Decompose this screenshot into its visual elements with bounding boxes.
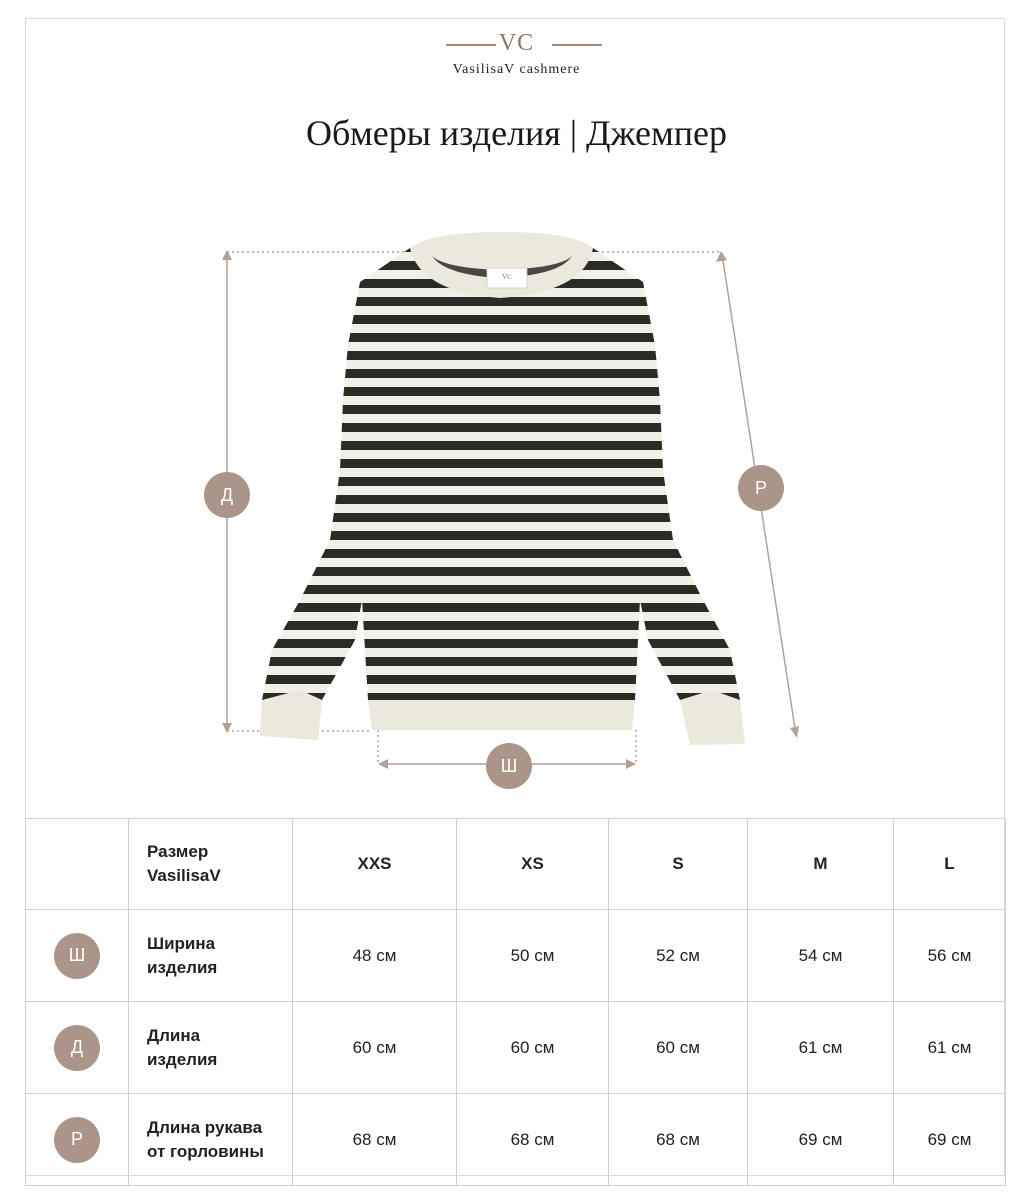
table-cell: 68 см xyxy=(609,1094,748,1186)
row-label: Длина рукава от горловины xyxy=(129,1094,293,1186)
sweater-image xyxy=(250,230,760,745)
table-cell: 52 см xyxy=(609,910,748,1002)
size-col-l: L xyxy=(894,819,1006,910)
row-badge-cell xyxy=(26,910,129,1002)
table-corner-cell xyxy=(26,819,129,910)
table-cell: 69 см xyxy=(894,1094,1006,1186)
size-col-xs: XS xyxy=(457,819,609,910)
table-cell: 60 см xyxy=(293,1002,457,1094)
table-cell: 60 см xyxy=(609,1002,748,1094)
table-cell: 60 см xyxy=(457,1002,609,1094)
table-cell: 50 см xyxy=(457,910,609,1002)
logo-mark: VC xyxy=(498,30,535,56)
tag-mark: VC xyxy=(502,273,512,281)
row-badge-cell xyxy=(26,1002,129,1094)
sleeve-marker: Р xyxy=(738,465,784,511)
table-header-row xyxy=(26,819,1006,910)
row-label: Ширина изделия xyxy=(129,910,293,1002)
table-cell: 54 см xyxy=(748,910,894,1002)
size-table xyxy=(25,818,1006,1186)
sleeve-marker: Р xyxy=(54,1117,100,1163)
width-marker: Ш xyxy=(54,933,100,979)
table-cell: 68 см xyxy=(457,1094,609,1186)
table-cell: 61 см xyxy=(894,1002,1006,1094)
table-cell: 68 см xyxy=(293,1094,457,1186)
size-col-m: M xyxy=(748,819,894,910)
length-marker: Д xyxy=(54,1025,100,1071)
row-badge-cell xyxy=(26,1094,129,1186)
length-marker: Д xyxy=(204,472,250,518)
width-marker: Ш xyxy=(486,743,532,789)
size-col-xxs: XXS xyxy=(293,819,457,910)
row-label: Длина изделия xyxy=(129,1002,293,1094)
table-cell: 48 см xyxy=(293,910,457,1002)
table-row xyxy=(26,910,1006,1002)
page-title: Обмеры изделия | Джемпер xyxy=(306,113,727,153)
table-row xyxy=(26,1002,1006,1094)
size-header-label: Размер VasilisaV xyxy=(129,819,293,910)
table-cell: 56 см xyxy=(894,910,1006,1002)
table-row xyxy=(26,1094,1006,1186)
table-cell: 69 см xyxy=(748,1094,894,1186)
logo-brand: VasilisaV cashmere xyxy=(452,62,581,77)
table-cell: 61 см xyxy=(748,1002,894,1094)
size-col-s: S xyxy=(609,819,748,910)
